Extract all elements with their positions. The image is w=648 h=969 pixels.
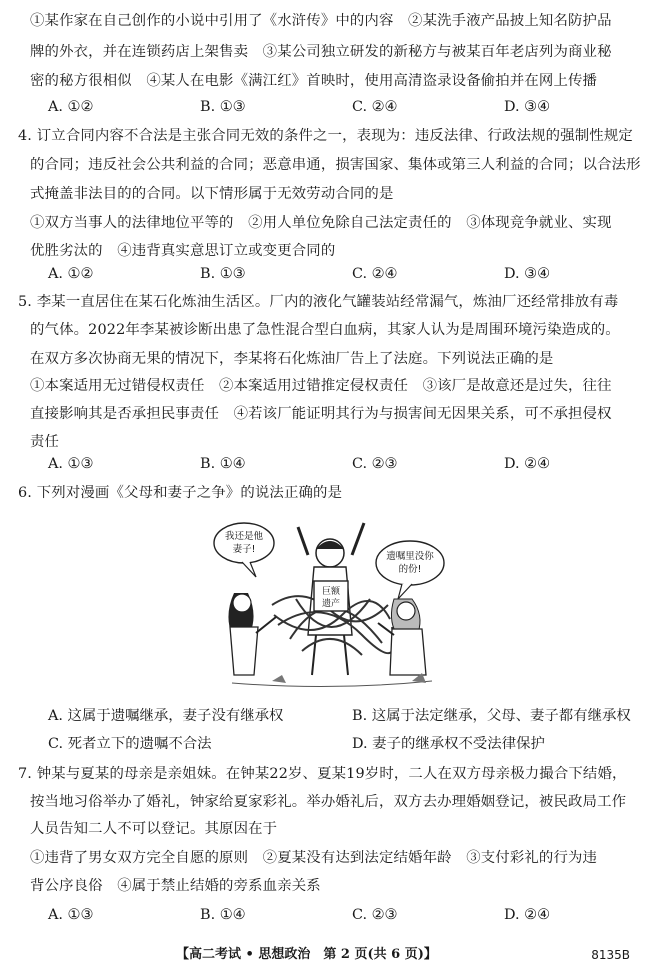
q7-item-line-2: 背公序良俗 ④属于禁止结婚的旁系血亲关系	[30, 878, 321, 894]
q7-option-a: A. ①③	[48, 907, 94, 923]
q3-item-line-1: ①某作家在自己创作的小说中引用了《水浒传》中的内容 ②某洗手液产品披上知名防护品	[30, 13, 612, 29]
q3-option-a: A. ①②	[48, 99, 94, 115]
q4-item-line-1: ①双方当事人的法律地位平等的 ②用人单位免除自己法定责任的 ③体现竞争就业、实现	[30, 215, 612, 231]
right-bubble-line-2: 的份!	[398, 564, 422, 575]
q6-stem: 6. 下列对漫画《父母和妻子之争》的说法正确的是	[18, 485, 343, 501]
q3-option-c: C. ②④	[352, 99, 398, 115]
q4-item-line-2: 优胜劣汰的 ④违背真实意思订立或变更合同的	[30, 243, 336, 259]
q4-option-c: C. ②④	[352, 266, 398, 282]
q4-stem-line-2: 的合同；违反社会公共利益的合同；恶意串通，损害国家、集体或第三人利益的合同；以合法形	[30, 157, 641, 173]
q7-option-b: B. ①④	[200, 907, 246, 923]
q4-stem-line-3: 式掩盖非法目的的合同。以下情形属于无效劳动合同的是	[30, 186, 394, 202]
footer-page-info: 【高二考试 • 思想政治 第 2 页(共 6 页)】	[176, 947, 437, 962]
q5-stem-line-2: 的气体。2022年李某被诊断出患了急性混合型白血病，其家人认为是周围环境污染造成的。	[30, 322, 620, 338]
left-bubble-line-1: 我还是他	[224, 531, 264, 542]
q7-stem-line-3: 人员告知二人不可以登记。其原因在于	[30, 821, 278, 837]
right-bubble-line-1: 遗嘱里没你	[386, 551, 434, 562]
scattered-shoe	[272, 675, 286, 683]
q7-item-line-1: ①违背了男女双方完全自愿的原则 ②夏某没有达到法定结婚年龄 ③支付彩礼的行为违	[30, 850, 598, 866]
q3-option-d: D. ③④	[504, 99, 550, 115]
q4-option-d: D. ③④	[504, 266, 550, 282]
page-footer	[0, 944, 648, 966]
q7-option-c: C. ②③	[352, 907, 398, 923]
left-speech-bubble	[214, 523, 274, 563]
inheritance-cartoon	[212, 515, 448, 693]
q3-option-b: B. ①③	[200, 99, 246, 115]
q6-option-d: D. 妻子的继承权不受法律保护	[352, 736, 545, 752]
q3-item-line-2: 牌的外衣，并在连锁药店上架售卖 ③某公司独立研发的新秘方与被某百年老店列为商业秘	[30, 44, 612, 60]
q5-item-line-2: 直接影响其是否承担民事责任 ④若该厂能证明其行为与损害间无因果关系，可不承担侵权	[30, 406, 612, 422]
q6-option-a: A. 这属于遗嘱继承，妻子没有继承权	[48, 708, 284, 724]
q5-stem-line-1: 5. 李某一直居住在某石化炼油生活区。厂内的液化气罐装站经常漏气，炼油厂还经常排放有毒	[18, 294, 619, 310]
left-bubble-line-2: 妻子!	[232, 544, 256, 555]
q7-stem-line-1: 7. 钟某与夏某的母亲是亲姐妹。在钟某22岁、夏某19岁时，二人在双方母亲极力撮合下结婚，	[18, 766, 627, 782]
q4-option-a: A. ①②	[48, 266, 94, 282]
sign-line-1: 巨额	[321, 587, 341, 597]
sign-line-2: 遗产	[321, 599, 341, 609]
q6-option-c: C. 死者立下的遗嘱不合法	[48, 736, 212, 752]
q7-stem-line-2: 按当地习俗举办了婚礼，钟家给夏家彩礼。举办婚礼后，双方去办理婚姻登记，被民政局工作	[30, 794, 627, 810]
q4-option-b: B. ①③	[200, 266, 246, 282]
q5-item-line-3: 责任	[30, 434, 60, 450]
q4-stem-line-1: 4. 订立合同内容不合法是主张合同无效的条件之一，表现为：违反法律、行政法规的强制性规定	[18, 128, 633, 144]
q5-stem-line-3: 在双方多次协商无果的情况下，李某将石化炼油厂告上了法庭。下列说法正确的是	[30, 351, 554, 367]
q5-item-line-1: ①本案适用无过错侵权责任 ②本案适用过错推定侵权责任 ③该厂是故意还是过失，往往	[30, 378, 612, 394]
q7-option-d: D. ②④	[504, 907, 550, 923]
right-speech-bubble	[376, 541, 444, 585]
q5-option-b: B. ①④	[200, 456, 246, 472]
wife-figure	[228, 593, 276, 675]
q5-option-d: D. ②④	[504, 456, 550, 472]
footer-exam-code: 8135B	[591, 948, 630, 962]
q5-option-c: C. ②③	[352, 456, 398, 472]
q5-option-a: A. ①③	[48, 456, 94, 472]
q3-item-line-3: 密的秘方很相似 ④某人在电影《满江红》首映时，使用高清盗录设备偷拍并在网上传播	[30, 73, 598, 89]
q6-option-b: B. 这属于法定继承，父母、妻子都有继承权	[352, 708, 631, 724]
